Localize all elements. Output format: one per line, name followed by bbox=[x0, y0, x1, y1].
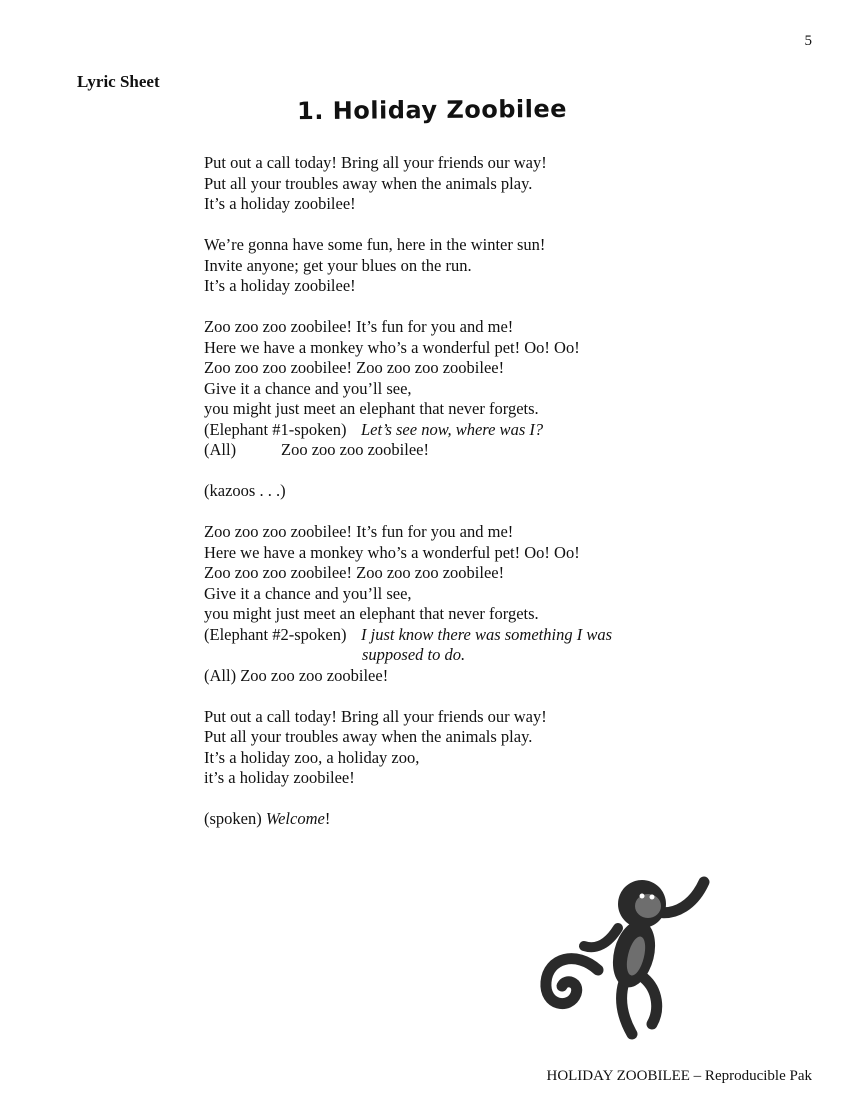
lyric-line: you might just meet an elephant that never forgets. bbox=[204, 399, 539, 418]
lyric-line: Give it a chance and you’ll see, bbox=[204, 583, 412, 603]
lyric-line: Zoo zoo zoo zoobilee! It’s fun for you and me! bbox=[204, 522, 514, 541]
lyric-line: Zoo zoo zoo zoobilee! Zoo zoo zoo zoobilee! bbox=[204, 358, 505, 377]
lyric-line: you might just meet an elephant that never forgets. bbox=[204, 604, 539, 623]
lyric-line: Put all your troubles away when the animals play. bbox=[204, 727, 533, 746]
page-number: 5 bbox=[804, 33, 812, 49]
closing-line bbox=[204, 809, 684, 830]
group-line: (All) Zoo zoo zoo zoobilee! bbox=[204, 665, 389, 685]
lyric-line: Put all your troubles away when the animals play. bbox=[204, 173, 533, 193]
lyric-line: Invite anyone; get your blues on the run. bbox=[204, 255, 472, 275]
spoken-text: I just know there was something I was bbox=[361, 624, 613, 644]
lyric-line: We’re gonna have some fun, here in the winter sun! bbox=[204, 235, 546, 254]
speaker-label: (Elephant #1-spoken) bbox=[204, 419, 347, 439]
spoken-line bbox=[204, 625, 684, 646]
lyric-line: Give it a chance and you’ll see, bbox=[204, 378, 412, 398]
chorus-1 bbox=[204, 317, 684, 461]
section-label: Lyric Sheet bbox=[77, 72, 160, 91]
lyric-line: It’s a holiday zoobilee! bbox=[204, 194, 356, 213]
spoken-line-continued bbox=[204, 645, 684, 666]
speaker-label: (spoken) bbox=[204, 809, 262, 828]
chorus-2 bbox=[204, 522, 684, 686]
closing-punct: ! bbox=[324, 809, 331, 828]
lyric-line: Put out a call today! Bring all your friends our way! bbox=[204, 153, 547, 172]
group-line bbox=[204, 440, 684, 461]
closing-word: Welcome bbox=[265, 809, 325, 828]
lyric-line: Zoo zoo zoo zoobilee! It’s fun for you and me! bbox=[204, 317, 514, 336]
lyric-line: Here we have a monkey who’s a wonderful pet! Oo! Oo! bbox=[204, 337, 580, 357]
monkey-illustration bbox=[536, 870, 716, 1042]
spoken-line bbox=[204, 420, 684, 441]
spoken-text: supposed to do. bbox=[362, 645, 466, 664]
spoken-text: Let’s see now, where was I? bbox=[361, 419, 544, 439]
speaker-label: (All) bbox=[204, 440, 237, 459]
lyric-line: It’s a holiday zoobilee! bbox=[204, 276, 356, 295]
sung-text: Zoo zoo zoo zoobilee! bbox=[281, 440, 429, 459]
song-title: 1. Holiday Zoobilee bbox=[296, 94, 568, 126]
kazoo-break bbox=[204, 481, 684, 502]
stage-direction: (kazoos . . .) bbox=[204, 481, 286, 500]
verse-final bbox=[204, 707, 684, 789]
footer: HOLIDAY ZOOBILEE – Reproducible Pak bbox=[546, 1068, 812, 1084]
lyric-line: Here we have a monkey who’s a wonderful pet! Oo! Oo! bbox=[204, 542, 580, 562]
verse-2 bbox=[204, 235, 684, 297]
verse-1 bbox=[204, 153, 684, 215]
lyric-line: it’s a holiday zoobilee! bbox=[204, 768, 355, 787]
speaker-label: (Elephant #2-spoken) bbox=[204, 624, 347, 644]
lyric-line: Zoo zoo zoo zoobilee! Zoo zoo zoo zoobilee! bbox=[204, 563, 505, 582]
lyric-line: Put out a call today! Bring all your friends our way! bbox=[204, 706, 547, 726]
lyric-line: It’s a holiday zoo, a holiday zoo, bbox=[204, 747, 420, 767]
lyrics bbox=[204, 153, 684, 830]
